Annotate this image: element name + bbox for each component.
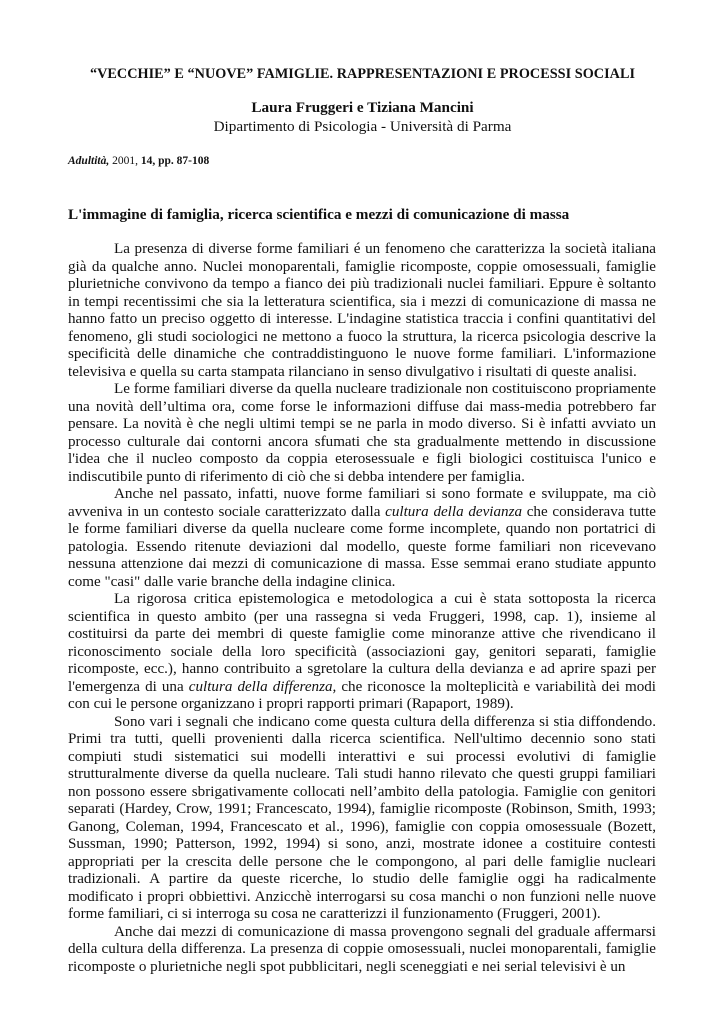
paragraph-3-emphasis: cultura della devianza (385, 503, 522, 520)
citation-volume: 14, (140, 155, 156, 167)
paragraph-2: Le forme familiari diverse da quella nucleare tradizionale non costituiscono propriamente una novità dell’ultima ora, come forse le informazioni diffuse dai mass-media potrebbero far pensare. La novità è che negli ultimi tempi se ne parla in modo diverso. Si è infatti avviato un processo culturale dai contorni ancora sfumati che sta gradualmente mettendo in discussione l'idea che il nucleo composto da coppia eterosessuale e figli biologici costituisca l'unico e indiscutibile punto di riferimento di ciò che si debba intendere per famiglia. (68, 381, 656, 485)
body-text (68, 241, 656, 976)
paragraph-6: Anche dai mezzi di comunicazione di massa provengono segnali del graduale affermarsi della cultura della differenza. La presenza di coppie omosessuali, nuclei monoparentali, famiglie ricomposte o plurietniche negli spot pubblicitari, negli sceneggiati e nei serial televisivi è un (68, 923, 656, 975)
paragraph-4 (68, 591, 656, 714)
paragraph-4-emphasis: cultura della differenza, (188, 678, 337, 695)
paragraph-3 (68, 486, 656, 591)
citation-journal: Adultità, (68, 155, 110, 167)
citation-pages: pp. 87-108 (155, 155, 210, 167)
paragraph-4-part-b: che riconosce la molteplicità e variabilità dei modi con cui le persone organizzano i propri rapporti primari (Rapaport, 1989). (68, 678, 656, 712)
author-names: Laura Fruggeri e Tiziana Mancini (251, 99, 474, 116)
paragraph-4-part-a: La rigorosa critica epistemologica e metodologica a cui è stata sottoposta la ricerca scientifica in questo ambito (per una rassegna si veda Fruggeri, 1998, cap. 1), insieme al costituirsi da parte dei membri di queste famiglie come minoranze attive che rivendicano il riconoscimento sociale della loro specificità (associazioni gay, genitori separati, famiglie ricomposte, ecc.), hanno contribuito a sgretolare la cultura della devianza e ad aprire spazi per l'emergenza di una (68, 591, 656, 695)
citation-line (68, 155, 209, 167)
paper-title: “VECCHIE” E “NUOVE” FAMIGLIE. RAPPRESENTAZIONI E PROCESSI SOCIALI (89, 66, 636, 82)
author-affiliation: Dipartimento di Psicologia - Università di Parma (213, 118, 512, 135)
section-heading: L'immagine di famiglia, ricerca scientifica e mezzi di comunicazione di massa (68, 206, 570, 223)
paragraph-3-part-b: che considerava tutte le forme familiari diverse da quella nucleare come forme incomplete, quando non portatrici di patologia. Essendo ritenute deviazioni dal modello, queste forme familiari non ricevevano nessuna attenzione dai mezzi di comunicazione di massa. Esse semmai erano studiate appunto come "casi" dalle varie branche della indagine clinica. (68, 503, 656, 590)
paragraph-3-part-a: Anche nel passato, infatti, nuove forme familiari si sono formate e sviluppate, ma ciò avveniva in un contesto sociale caratterizzato dalla (68, 486, 656, 520)
paragraph-5: Sono vari i segnali che indicano come questa cultura della differenza si stia diffondendo. Primi tra tutti, quelli provenienti dalla ricerca scientifica. Nell'ultimo decennio sono stati compiuti studi sistematici sui modelli interattivi e sui processi evolutivi di famiglie strutturalmente diverse da quella nucleare. Tali studi hanno rilevato che questi gruppi familiari non possono essere sbrigativamente collocati nell’ambito della patologia. Famiglie con genitori separati (Hardey, Crow, 1991; Francescato, 1994), famiglie ricomposte (Robinson, Smith, 1993; Ganong, Coleman, 1994, Francescato et al., 1996), famiglie con coppia omosessuale (Bozett, Sussman, 1990; Patterson, 1992, 1994) si sono, anzi, mostrate idonee a costituire contesti appropriati per la crescita delle persone che le compongono, al pari delle famiglie nucleari tradizionali. A partire da queste ricerche, lo studio delle famiglie oggi ha radicalmente modificato i propri obbiettivi. Anzicchè interrogarsi su cosa manchi o non funzioni nelle nuove forme familiari, ci si interroga su cosa ne caratterizzi il funzionamento (Fruggeri, 2001). (68, 713, 656, 922)
citation-year: 2001, (109, 155, 141, 167)
paragraph-1: La presenza di diverse forme familiari é un fenomeno che caratterizza la società italiana già da qualche anno. Nuclei monoparentali, famiglie ricomposte, coppie omosessuali, famiglie plurietniche convivono da tempo a fianco dei più tradizionali nuclei familiari. Eppure è soltanto in tempi recentissimi che sia la letteratura scientifica, sia i mezzi di comunicazione di massa ne hanno fatto un preciso oggetto di interesse. L'indagine statistica traccia i confini quantitativi del fenomeno, gli studi sociologici ne mettono a fuoco la struttura, la ricerca psicologia descrive la specificità delle dinamiche che contraddistinguono le nuove forme familiari. L'informazione televisiva e quella su carta stampata rilanciano in senso divulgativo i risultati di queste analisi. (68, 241, 656, 380)
